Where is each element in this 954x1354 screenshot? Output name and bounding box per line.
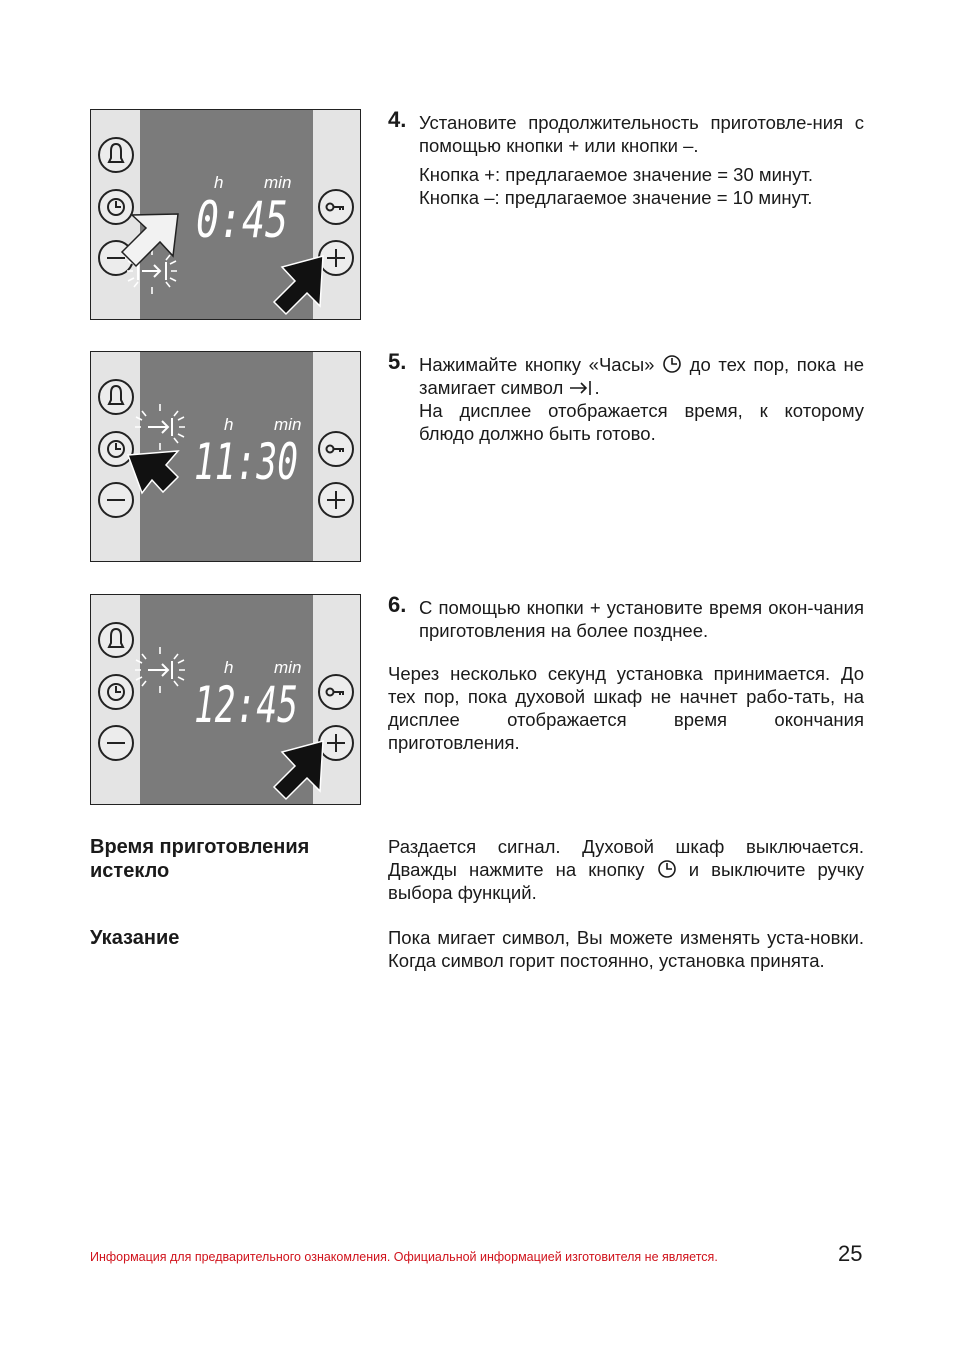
step-number: 4. — [388, 107, 407, 132]
step-instruction: Установите продолжительность приготовле-ния с помощью кнопки + или кнопки –. — [419, 112, 864, 156]
control-panel-figure-1 — [90, 109, 361, 320]
step-instruction: С помощью кнопки + установите время окон-чания приготовления на более позднее. — [419, 597, 864, 641]
step-number: 6. — [388, 592, 407, 617]
time-display: 0:45 — [196, 191, 288, 249]
key-lock-button[interactable] — [319, 675, 353, 709]
section-heading-time-expired: Время приготовления истекло — [90, 836, 310, 882]
key-lock-button[interactable] — [319, 190, 353, 224]
time-display: 11:30 — [194, 433, 298, 491]
step-instruction: Нажимайте кнопку «Часы» до тех пор, пока не замигает символ . На дисплее отображается время, к которому блюдо должно быть готово. — [419, 354, 864, 444]
minutes-unit-label: min — [274, 415, 302, 434]
hours-unit-label: h — [224, 415, 234, 434]
minus-default-text: Кнопка –: предлагаемое значение = 10 минут. — [419, 187, 813, 208]
plus-default-text: Кнопка +: предлагаемое значение = 30 минут. — [419, 164, 813, 185]
hours-unit-label: h — [224, 658, 234, 677]
time-expired-text: Раздается сигнал. Духовой шкаф выключается. Дважды нажмите на кнопку и выключите ручку выбора функций. — [388, 836, 864, 903]
step-4 — [388, 107, 864, 209]
page-number: 25 — [838, 1241, 863, 1266]
step-number: 5. — [388, 349, 407, 374]
footer-disclaimer: Информация для предварительного ознакомления. Официальной информацией изготовителя не является. — [90, 1250, 718, 1264]
plus-button[interactable] — [319, 483, 353, 517]
minutes-unit-label: min — [274, 658, 302, 677]
key-lock-button[interactable] — [319, 432, 353, 466]
clock-icon — [657, 859, 677, 879]
control-panel-figure-3 — [90, 594, 361, 805]
alarm-bell-button[interactable] — [99, 623, 133, 657]
alarm-bell-button[interactable] — [99, 138, 133, 172]
clock-button[interactable] — [99, 432, 133, 466]
end-time-arrow-icon — [568, 379, 594, 397]
step-detail — [419, 163, 864, 209]
plus-button[interactable] — [319, 241, 353, 275]
section-heading-note: Указание — [90, 927, 180, 949]
minutes-unit-label: min — [264, 173, 292, 192]
step-5 — [388, 349, 864, 445]
plus-button[interactable] — [319, 726, 353, 760]
alarm-bell-button[interactable] — [99, 380, 133, 414]
note-text: Пока мигает символ, Вы можете изменять уста-новки. Когда символ горит постоянно, установка принята. — [388, 927, 864, 971]
clock-button[interactable] — [99, 675, 133, 709]
time-display: 12:45 — [194, 676, 298, 734]
step-6 — [388, 592, 864, 642]
clock-button[interactable] — [99, 190, 133, 224]
step-6-explanation: Через несколько секунд установка принимается. До тех пор, пока духовой шкаф не начнет рабо-тать, на дисплее отображается время окончания приготовления. — [388, 663, 864, 753]
minus-button[interactable] — [99, 726, 133, 760]
hours-unit-label: h — [214, 173, 224, 192]
control-panel-figure-2 — [90, 351, 361, 562]
minus-button[interactable] — [99, 483, 133, 517]
clock-icon — [662, 354, 682, 374]
